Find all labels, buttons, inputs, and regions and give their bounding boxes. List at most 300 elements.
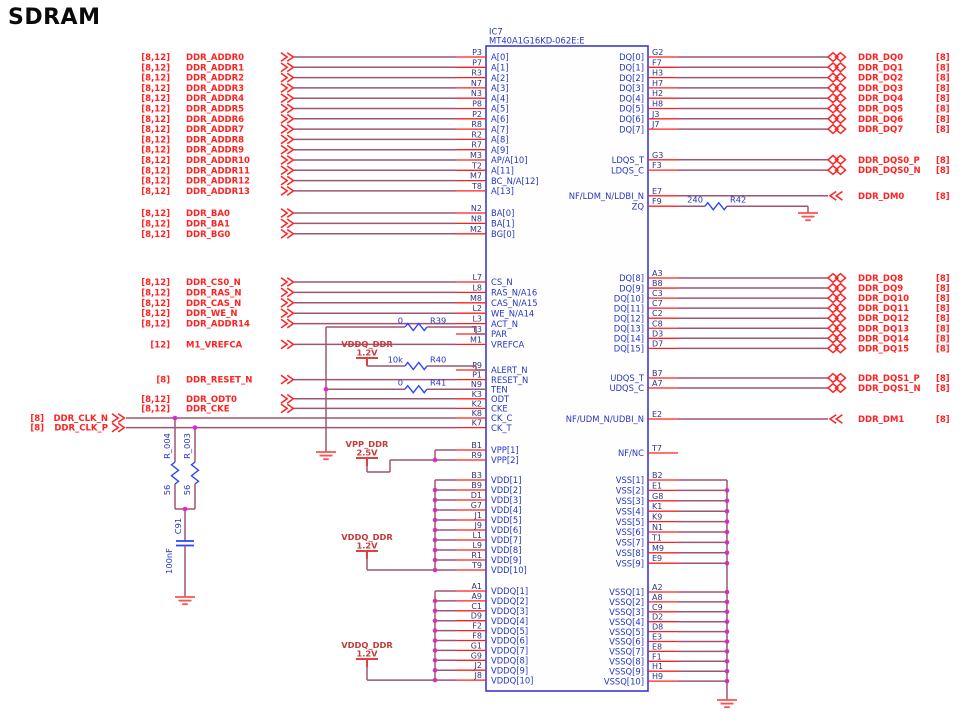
pin-number: B1 <box>471 441 482 450</box>
pin-name: VSS[5] <box>615 516 644 527</box>
resistor-value: 0 <box>397 315 403 326</box>
sheet-ref: [8] <box>936 294 950 305</box>
pin-name: DQ[10] <box>613 293 644 304</box>
pin-number: H9 <box>652 672 664 682</box>
resistor-ref: R40 <box>430 354 447 365</box>
net-label[interactable]: DDR_DQ2 <box>858 73 904 84</box>
pin-number: K7 <box>471 418 482 428</box>
pin-name: VSS[9] <box>615 558 644 569</box>
sheet-ref: [8] <box>30 423 44 434</box>
net-label[interactable]: DDR_DQ14 <box>858 334 910 345</box>
net-label[interactable]: DDR_ADDR12 <box>186 176 250 187</box>
net-label[interactable]: DDR_DQ13 <box>858 324 910 335</box>
pin-name: A[1] <box>491 62 509 73</box>
pin-number: N3 <box>470 89 482 99</box>
net-label[interactable]: DDR_RESET_N <box>186 375 253 386</box>
sheet-ref: [8,12] <box>141 209 170 219</box>
sheet-ref: [8] <box>936 324 950 335</box>
pin-number: J2 <box>474 661 482 671</box>
net-label[interactable]: DDR_CKE <box>186 404 230 415</box>
pin-number: D3 <box>652 329 664 339</box>
net-label[interactable]: DDR_DM0 <box>858 191 905 202</box>
pin-name: BA[0] <box>491 208 515 219</box>
sheet-ref: [8,12] <box>141 104 170 115</box>
pin-name: VSSQ[5] <box>609 626 644 637</box>
pin-name: VDDQ[8] <box>491 655 529 666</box>
pin-number: A8 <box>652 592 663 602</box>
pin-name: CS_N <box>491 277 513 288</box>
pin-name: VDDQ[3] <box>491 606 529 616</box>
pin-name: DQ[13] <box>613 323 644 334</box>
pin-name: TEN <box>491 384 508 395</box>
capacitor-value: 100nF <box>164 548 174 574</box>
pin-name: RESET_N <box>491 374 529 385</box>
pin-number: N8 <box>470 214 482 224</box>
pin-name: VPP[1] <box>491 445 519 456</box>
pin-number: N2 <box>470 204 482 213</box>
pin-number: D9 <box>470 611 482 621</box>
resistor-value: 240 <box>687 194 703 205</box>
resistor-zigzag[interactable] <box>405 363 427 370</box>
net-label[interactable]: DDR_BG0 <box>186 229 231 240</box>
pin-name: VSSQ[6] <box>609 636 644 647</box>
pin-number: E7 <box>652 186 663 196</box>
resistor-zigzag[interactable] <box>405 386 427 393</box>
sheet-ref: [8,12] <box>141 114 170 125</box>
net-label[interactable]: DDR_DQS0_P <box>858 155 920 166</box>
pin-name: LDQS_T <box>611 155 644 165</box>
pin-name: PAR <box>491 329 508 340</box>
pin-number: P3 <box>472 48 482 57</box>
sheet-ref: [8] <box>936 415 950 425</box>
port-chevron-out[interactable] <box>281 53 287 62</box>
pin-name: DQ[2] <box>619 72 644 83</box>
pin-number: C1 <box>471 601 482 611</box>
pin-name: VSS[2] <box>615 485 644 496</box>
net-label[interactable]: DDR_DQ11 <box>858 304 910 315</box>
port-chevron-out[interactable] <box>281 288 287 297</box>
pin-name: VDD[2] <box>491 485 522 496</box>
pin-name: BG[0] <box>491 229 515 239</box>
pin-number: C3 <box>652 289 663 299</box>
net-label[interactable]: DDR_DQS1_P <box>858 374 920 384</box>
pin-name: A[13] <box>491 186 514 197</box>
pin-name: WE_N/A14 <box>491 308 535 319</box>
sheet-ref: [8,12] <box>141 125 170 136</box>
pin-name: VSS[4] <box>615 506 644 517</box>
pin-number: T8 <box>472 181 482 191</box>
net-label[interactable]: DDR_DQ15 <box>858 344 910 355</box>
pin-number: B8 <box>652 279 663 289</box>
sheet-ref: [8] <box>936 334 950 345</box>
pin-number: M9 <box>652 543 664 553</box>
pin-name: DQ[3] <box>619 83 644 94</box>
net-label[interactable]: DDR_DQ7 <box>858 125 904 136</box>
net-label[interactable]: DDR_BA0 <box>186 209 230 219</box>
pin-number: N1 <box>652 523 664 532</box>
pin-number: A1 <box>471 582 482 591</box>
pin-number: R7 <box>471 140 482 150</box>
pin-number: D2 <box>652 612 664 622</box>
net-label[interactable]: DDR_DQS0_N <box>858 166 921 177</box>
pin-name: CK_C <box>491 413 513 424</box>
net-label[interactable]: DDR_RAS_N <box>186 288 242 299</box>
port-chevron-out[interactable] <box>281 187 287 196</box>
pin-number: M7 <box>470 171 482 181</box>
sheet-ref: [8,12] <box>141 63 170 74</box>
port-chevron-out[interactable] <box>281 299 287 308</box>
sheet-ref: [8,12] <box>141 156 170 166</box>
pin-name: NF/LDM_N/LDBI_N <box>568 191 644 201</box>
pin-number: G3 <box>652 150 664 160</box>
net-label[interactable]: DDR_DQ12 <box>858 314 910 325</box>
net-label[interactable]: DDR_WE_N <box>186 309 238 320</box>
port-chevron-out[interactable] <box>281 375 287 384</box>
pin-name: RAS_N/A16 <box>491 287 538 298</box>
pin-name: VDD[8] <box>491 545 522 556</box>
port-chevron-out[interactable] <box>281 340 287 349</box>
pin-name: A[0] <box>491 52 509 63</box>
pin-number: B9 <box>471 481 482 490</box>
pin-number: H8 <box>652 99 664 109</box>
net-label[interactable]: DDR_ADDR3 <box>186 83 245 94</box>
pin-number: T3 <box>472 325 482 334</box>
net-label[interactable]: DDR_CLK_P <box>54 423 108 434</box>
pin-number: R1 <box>471 551 482 560</box>
pin-name: A[7] <box>491 124 509 135</box>
sheet-ref: [8] <box>936 284 950 295</box>
pin-name: DQ[4] <box>619 93 644 104</box>
ic-refdes: IC7 <box>489 26 503 37</box>
sheet-ref: [8] <box>936 73 950 84</box>
sheet-ref: [8,12] <box>141 288 170 299</box>
port-chevron-out[interactable] <box>281 230 287 239</box>
sheet-ref: [8,12] <box>141 394 170 405</box>
port-chevron-out[interactable] <box>281 209 287 218</box>
pin-number: T9 <box>472 561 482 570</box>
pin-name: ACT_N <box>491 318 518 329</box>
net-label[interactable]: DDR_ADDR13 <box>186 186 250 197</box>
pin-number: B3 <box>471 471 482 480</box>
pin-number: J1 <box>474 511 482 520</box>
pin-number: A7 <box>652 379 663 388</box>
resistor-value: 0 <box>397 377 403 388</box>
sheet-ref: [8] <box>936 114 950 125</box>
pin-number: J8 <box>474 671 482 681</box>
pin-name: A[6] <box>491 114 509 124</box>
pin-name: VSS[3] <box>615 496 644 506</box>
net-label[interactable]: DDR_BA1 <box>186 219 230 230</box>
net-label[interactable]: DDR_ADDR6 <box>186 114 245 125</box>
port-chevron-out[interactable] <box>281 135 287 144</box>
net-label[interactable]: DDR_ADDR5 <box>186 104 245 115</box>
power-voltage: 1.2V <box>356 540 378 551</box>
pin-name: VDDQ[1] <box>491 586 529 597</box>
port-chevron-out[interactable] <box>281 278 287 287</box>
port-chevron-out[interactable] <box>281 63 287 72</box>
net-label[interactable]: DDR_ADDR8 <box>186 135 245 146</box>
pin-number: F8 <box>472 631 482 641</box>
pin-name: VDDQ[4] <box>491 615 529 626</box>
pin-name: VDDQ[7] <box>491 645 529 656</box>
pin-number: L3 <box>472 314 482 324</box>
pin-number: L8 <box>472 283 482 293</box>
pin-number: R8 <box>471 120 482 130</box>
sheet-ref: [8] <box>936 304 950 315</box>
pin-number: F2 <box>472 621 482 631</box>
pin-name: DQ[7] <box>619 124 644 135</box>
port-chevron-out[interactable] <box>281 94 287 103</box>
net-label[interactable]: DDR_DQ6 <box>858 114 904 125</box>
net-label[interactable]: DDR_ADDR14 <box>186 319 250 330</box>
pin-number: F3 <box>652 161 662 171</box>
pin-number: P8 <box>472 99 482 109</box>
page-title: SDRAM <box>8 5 101 30</box>
pin-name: VDDQ[6] <box>491 635 529 646</box>
net-label[interactable]: DDR_CAS_N <box>186 298 242 309</box>
sheet-ref: [8,12] <box>141 404 170 415</box>
resistor-ref: R39 <box>430 315 447 326</box>
pin-name: VSS[1] <box>615 475 644 486</box>
pin-name: VDD[10] <box>491 565 527 576</box>
pin-name: A[2] <box>491 72 509 83</box>
pin-number: M2 <box>470 224 482 234</box>
net-label[interactable]: DDR_ADDR0 <box>186 53 245 63</box>
ic-part-number: MT40A1G16KD-062E:E <box>489 35 585 46</box>
sheet-ref: [8] <box>936 314 950 325</box>
port-chevron-out[interactable] <box>112 414 118 423</box>
pin-name: CK_T <box>491 422 512 433</box>
sheet-ref: [8,12] <box>141 83 170 94</box>
pin-name: BC_N/A[12] <box>491 175 539 186</box>
pin-name: VSSQ[9] <box>609 666 644 677</box>
sheet-ref: [8,12] <box>141 229 170 240</box>
power-net-label: VDDQ_DDR <box>341 532 393 542</box>
resistor-value: 56 <box>182 484 192 496</box>
pin-number: R3 <box>471 68 482 78</box>
port-chevron-out[interactable] <box>281 115 287 124</box>
sheet-ref: [8] <box>936 344 950 355</box>
sheet-ref: [8,12] <box>141 73 170 84</box>
resistor-ref: R_003 <box>182 433 192 459</box>
pin-number: D7 <box>652 339 664 349</box>
power-voltage: 1.2V <box>356 347 378 358</box>
pin-number: C8 <box>652 319 663 329</box>
sheet-ref: [8,12] <box>141 166 170 177</box>
pin-number: T2 <box>472 161 482 171</box>
pin-name: VSSQ[4] <box>609 616 644 627</box>
pin-number: H7 <box>652 78 664 88</box>
pin-number: M3 <box>470 151 482 160</box>
pin-name: DQ[0] <box>619 52 644 63</box>
sheet-ref: [8] <box>936 94 950 105</box>
power-voltage: 1.2V <box>356 648 378 659</box>
pin-number: G8 <box>652 491 664 501</box>
pin-number: D1 <box>470 491 482 500</box>
pin-name: A[5] <box>491 103 509 114</box>
net-label[interactable]: DDR_ADDR2 <box>186 73 245 84</box>
pin-number: C2 <box>652 309 663 319</box>
pin-name: A[9] <box>491 144 509 155</box>
pin-number: C9 <box>652 602 663 612</box>
port-chevron-out[interactable] <box>112 423 118 432</box>
net-label[interactable]: DDR_DQ1 <box>858 63 904 74</box>
pin-number: L7 <box>472 273 482 282</box>
pin-name: UDQS_C <box>609 383 644 394</box>
power-net-label: VDDQ_DDR <box>341 339 393 349</box>
sheet-ref: [8] <box>936 166 950 177</box>
sheet-ref: [8] <box>936 274 950 284</box>
sheet-ref: [8,12] <box>141 53 170 63</box>
port-chevron-out[interactable] <box>281 84 287 93</box>
pin-number: J3 <box>652 109 660 119</box>
pin-name: VDD[3] <box>491 495 522 506</box>
pin-number: K1 <box>652 502 663 512</box>
port-chevron-out[interactable] <box>281 395 287 404</box>
pin-number: E1 <box>652 481 663 491</box>
resistor-zigzag[interactable] <box>192 462 199 484</box>
pin-name: DQ[8] <box>619 273 644 284</box>
port-chevron-out[interactable] <box>281 404 287 413</box>
pin-name: A[8] <box>491 134 509 145</box>
sheet-ref: [8] <box>936 155 950 166</box>
pin-number: P1 <box>472 370 482 380</box>
pin-name: VSSQ[3] <box>609 607 644 617</box>
pin-number: L9 <box>472 541 482 550</box>
capacitor-ref: C91 <box>173 517 183 535</box>
net-label[interactable]: DDR_DM1 <box>858 415 905 425</box>
net-label[interactable]: DDR_ADDR11 <box>186 166 250 177</box>
pin-number: C7 <box>652 299 663 309</box>
net-label[interactable]: DDR_ODT0 <box>186 394 237 405</box>
pin-number: A2 <box>652 583 663 592</box>
pin-name: A[4] <box>491 93 509 104</box>
net-label[interactable]: DDR_ADDR10 <box>186 156 250 166</box>
pin-name: VDDQ[5] <box>491 625 529 636</box>
sheet-ref: [8] <box>936 104 950 115</box>
net-label[interactable]: DDR_DQ3 <box>858 83 904 94</box>
pin-name: UDQS_T <box>610 373 644 384</box>
net-label[interactable]: DDR_DQ9 <box>858 284 904 295</box>
sheet-ref: [8] <box>936 53 950 63</box>
pin-name: DQ[5] <box>619 103 644 114</box>
power-voltage: 2.5V <box>356 447 378 458</box>
pin-name: VDD[9] <box>491 555 522 566</box>
port-chevron-in[interactable] <box>836 415 842 424</box>
pin-number: N9 <box>470 380 482 390</box>
pin-number: H2 <box>652 89 664 99</box>
pin-name: VDD[1] <box>491 475 522 486</box>
pin-number: L2 <box>472 304 482 314</box>
pin-name: ODT <box>491 394 510 404</box>
resistor-zigzag[interactable] <box>405 324 427 331</box>
net-label[interactable]: DDR_ADDR7 <box>186 125 245 136</box>
net-label[interactable]: DDR_DQS1_N <box>858 384 921 394</box>
pin-name: VDDQ[9] <box>491 665 529 676</box>
pin-name: VDDQ[10] <box>491 675 534 686</box>
pin-number: B2 <box>652 471 663 480</box>
net-label[interactable]: DDR_DQ0 <box>858 53 904 63</box>
resistor-zigzag[interactable] <box>172 462 179 484</box>
port-chevron-out[interactable] <box>281 104 287 113</box>
pin-name: DQ[11] <box>613 303 644 314</box>
pin-number: E9 <box>652 554 663 564</box>
pin-name: VDD[7] <box>491 535 522 546</box>
pin-number: G7 <box>470 501 482 510</box>
sheet-ref: [8,12] <box>141 135 170 146</box>
pin-number: P2 <box>472 109 482 119</box>
pin-number: B7 <box>652 369 663 378</box>
port-chevron-out[interactable] <box>281 309 287 318</box>
pin-name: AP/A[10] <box>491 155 528 166</box>
port-chevron-in[interactable] <box>836 192 842 201</box>
port-chevron-out[interactable] <box>281 176 287 185</box>
port-chevron-out[interactable] <box>281 125 287 134</box>
net-label[interactable]: DDR_CS0_N <box>186 278 241 288</box>
sheet-ref: [8] <box>156 375 170 386</box>
pin-name: CKE <box>491 403 508 414</box>
pin-number: A9 <box>471 591 482 601</box>
pin-number: G1 <box>470 641 482 651</box>
net-label[interactable]: DDR_ADDR1 <box>186 63 245 74</box>
sheet-ref: [8,12] <box>141 319 170 330</box>
net-label[interactable]: DDR_DQ5 <box>858 104 904 115</box>
port-chevron-out[interactable] <box>281 145 287 154</box>
pin-number: M8 <box>470 293 482 303</box>
power-net-label: VPP_DDR <box>345 439 389 449</box>
pin-number: H3 <box>652 68 664 78</box>
resistor-ref: R41 <box>430 377 447 388</box>
pin-number: J9 <box>474 521 482 530</box>
net-label[interactable]: DDR_DQ4 <box>858 94 904 105</box>
port-chevron-out[interactable] <box>281 156 287 165</box>
port-chevron-out[interactable] <box>281 166 287 175</box>
net-label[interactable]: M1_VREFCA <box>186 340 243 351</box>
pin-name: BA[1] <box>491 218 515 229</box>
pin-number: P7 <box>472 58 482 68</box>
net-label[interactable]: DDR_ADDR9 <box>186 145 245 156</box>
net-label[interactable]: DDR_DQ10 <box>858 294 910 305</box>
net-label[interactable]: DDR_ADDR4 <box>186 94 245 105</box>
pin-name: VSSQ[1] <box>609 587 644 598</box>
net-label[interactable]: DDR_CLK_N <box>53 414 108 424</box>
pin-number: K9 <box>652 512 663 522</box>
pin-number: G2 <box>652 48 664 57</box>
pin-name: A[3] <box>491 83 509 94</box>
pin-number: J7 <box>652 120 660 130</box>
pin-name: VPP[2] <box>491 455 519 466</box>
net-label[interactable]: DDR_DQ8 <box>858 274 904 284</box>
pin-name: VDDQ[2] <box>491 596 529 607</box>
pin-number: T7 <box>652 444 662 453</box>
pin-number: K2 <box>471 399 482 409</box>
port-chevron-out[interactable] <box>281 73 287 82</box>
pin-number: D8 <box>652 622 664 632</box>
pin-name: ZQ <box>631 201 644 212</box>
pin-name: CAS_N/A15 <box>491 298 538 308</box>
sheet-ref: [8,12] <box>141 94 170 105</box>
pin-name: ALERT_N <box>491 365 528 376</box>
port-chevron-out[interactable] <box>281 219 287 228</box>
port-chevron-out[interactable] <box>281 319 287 328</box>
sheet-ref: [8] <box>936 384 950 394</box>
pin-number: K8 <box>471 409 482 418</box>
resistor-zigzag[interactable] <box>705 203 727 210</box>
sheet-ref: [12] <box>150 340 170 351</box>
pin-number: P9 <box>472 361 482 370</box>
pin-number: G9 <box>470 651 482 661</box>
pin-number: E2 <box>652 410 663 419</box>
